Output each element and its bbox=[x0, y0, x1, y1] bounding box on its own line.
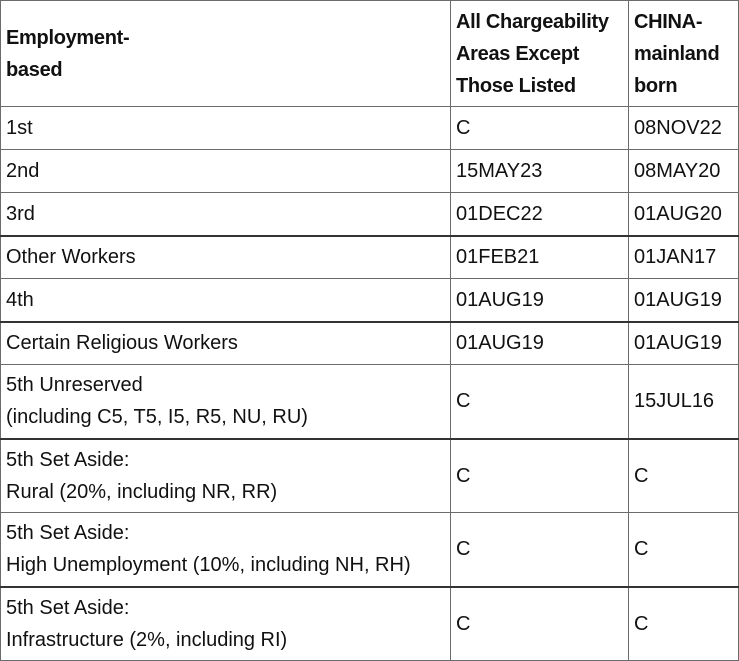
table-row bbox=[1, 236, 739, 279]
table-row bbox=[1, 107, 739, 150]
all-areas-cell: 01AUG19 bbox=[451, 322, 629, 365]
all-areas-cell: 01AUG19 bbox=[451, 279, 629, 322]
category-cell bbox=[1, 513, 451, 587]
header-employment-based bbox=[1, 1, 451, 107]
category-line: 3rd bbox=[6, 202, 35, 225]
all-areas-cell: C bbox=[451, 587, 629, 661]
header-line: Employment- bbox=[6, 26, 130, 49]
category-cell bbox=[1, 107, 451, 150]
table-row bbox=[1, 513, 739, 587]
table-row bbox=[1, 279, 739, 322]
all-areas-cell: C bbox=[451, 439, 629, 513]
china-cell: C bbox=[629, 439, 739, 513]
category-cell bbox=[1, 193, 451, 236]
category-line: High Unemployment (10%, including NH, RH) bbox=[6, 554, 411, 577]
header-line: All Chargeability bbox=[456, 10, 609, 33]
header-line: Areas Except bbox=[456, 42, 580, 65]
china-cell: 01JAN17 bbox=[629, 236, 739, 279]
all-areas-cell: 15MAY23 bbox=[451, 150, 629, 193]
table-row bbox=[1, 322, 739, 365]
china-cell: C bbox=[629, 587, 739, 661]
category-line: Infrastructure (2%, including RI) bbox=[6, 628, 288, 651]
table-row bbox=[1, 439, 739, 513]
header-china bbox=[629, 1, 739, 107]
category-line: 5th Set Aside: bbox=[6, 596, 130, 619]
china-cell: 15JUL16 bbox=[629, 365, 739, 439]
category-cell bbox=[1, 150, 451, 193]
china-cell: 08MAY20 bbox=[629, 150, 739, 193]
category-cell bbox=[1, 439, 451, 513]
category-line: 5th Unreserved bbox=[6, 374, 143, 397]
category-cell bbox=[1, 322, 451, 365]
all-areas-cell: C bbox=[451, 513, 629, 587]
category-line: 1st bbox=[6, 117, 33, 139]
header-row bbox=[1, 1, 739, 107]
table-row bbox=[1, 587, 739, 661]
category-line: Other Workers bbox=[6, 246, 136, 269]
category-cell bbox=[1, 365, 451, 439]
all-areas-cell: 01DEC22 bbox=[451, 193, 629, 236]
china-cell: 01AUG19 bbox=[629, 279, 739, 322]
china-cell: 08NOV22 bbox=[629, 107, 739, 150]
all-areas-cell: C bbox=[451, 107, 629, 150]
category-line: Certain Religious Workers bbox=[6, 332, 238, 355]
category-line: 5th Set Aside: bbox=[6, 522, 130, 545]
category-line: 4th bbox=[6, 288, 34, 311]
header-all-chargeability bbox=[451, 1, 629, 107]
header-line: born bbox=[634, 74, 678, 97]
category-line: 5th Set Aside: bbox=[6, 448, 130, 471]
header-line: Those Listed bbox=[456, 74, 576, 97]
header-line: CHINA- bbox=[634, 10, 703, 33]
china-cell: 01AUG20 bbox=[629, 193, 739, 236]
china-cell: 01AUG19 bbox=[629, 322, 739, 365]
category-cell bbox=[1, 236, 451, 279]
table-row bbox=[1, 150, 739, 193]
all-areas-cell: C bbox=[451, 365, 629, 439]
category-line: 2nd bbox=[6, 160, 40, 182]
header-line: based bbox=[6, 58, 63, 81]
all-areas-cell: 01FEB21 bbox=[451, 236, 629, 279]
category-line: Rural (20%, including NR, RR) bbox=[6, 480, 278, 503]
category-line: (including C5, T5, I5, R5, NU, RU) bbox=[6, 406, 308, 429]
table-row bbox=[1, 193, 739, 236]
category-cell bbox=[1, 279, 451, 322]
header-line: mainland bbox=[634, 42, 720, 65]
table-row bbox=[1, 365, 739, 439]
category-cell bbox=[1, 587, 451, 661]
china-cell: C bbox=[629, 513, 739, 587]
